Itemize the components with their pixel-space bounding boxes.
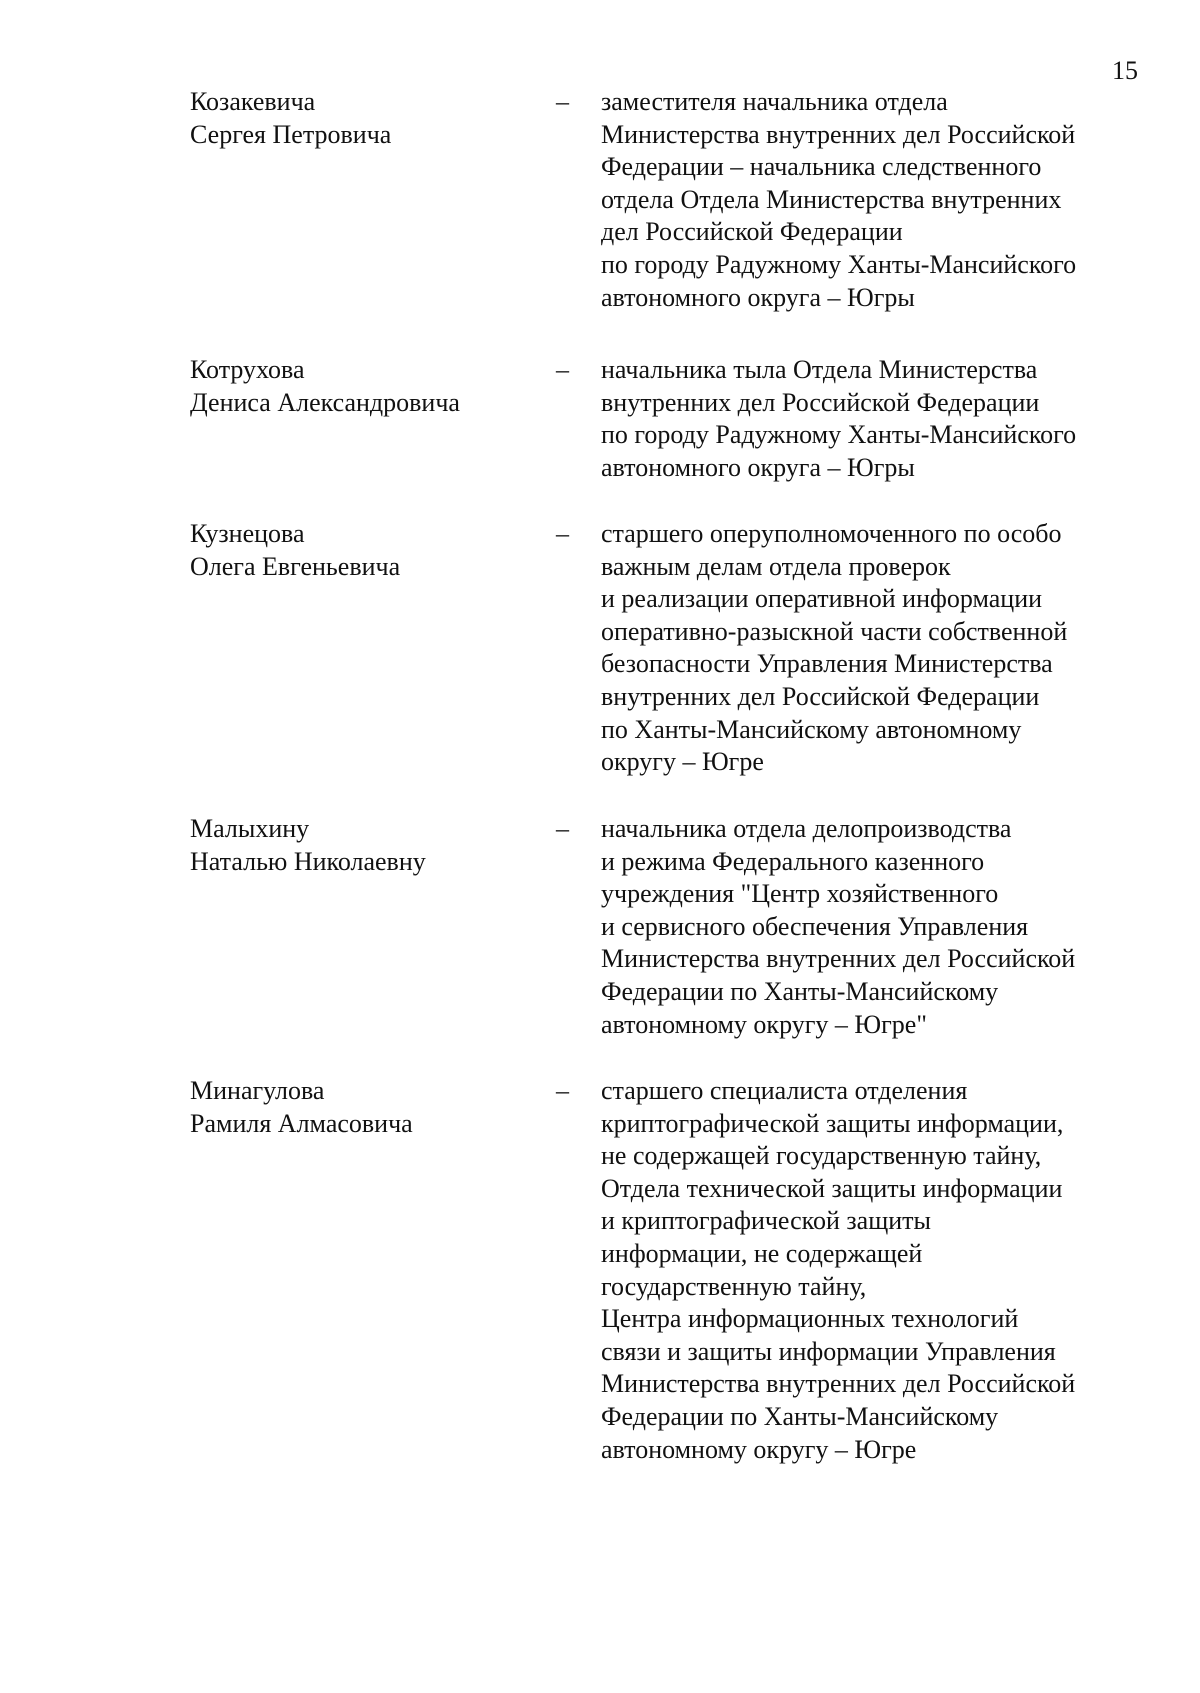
desc-line: дел Российской Федерации [601,217,903,247]
position-description [601,354,1161,484]
desc-line: старшего оперуполномоченного по особо [601,519,1062,548]
desc-line: и криптографической защиты [601,1206,931,1236]
desc-line: по Ханты-Мансийскому автономному [601,714,1022,744]
desc-line: старшего специалиста отделения [601,1076,968,1105]
desc-line: Отдела технической защиты информации [601,1173,1063,1203]
position-description [601,1075,1161,1466]
desc-line: Федерации по Ханты-Мансийскому [601,1401,999,1431]
person-name [190,354,520,419]
desc-line: по городу Радужному Ханты-Мансийского [601,420,1077,450]
desc-line: важным делам отдела проверок [601,551,951,581]
person-name [190,813,520,878]
desc-line: внутренних дел Российской Федерации [601,681,1040,711]
desc-line: начальника тыла Отдела Министерства [601,355,1038,384]
name-line: Козакевича [190,87,316,116]
desc-line: автономному округу – Югре [601,1434,917,1464]
desc-line: заместителя начальника отдела [601,87,948,116]
desc-line: безопасности Управления Министерства [601,649,1053,679]
page-number: 15 [1112,56,1138,85]
desc-line: и режима Федерального казенного [601,846,985,876]
desc-line: округу – Югре [601,747,764,777]
dash-separator: – [556,814,569,843]
name-line: Рамиля Алмасовича [190,1108,413,1138]
desc-line: не содержащей государственную тайну, [601,1141,1042,1171]
desc-line: и реализации оперативной информации [601,584,1043,614]
desc-line: отдела Отдела Министерства внутренних [601,184,1062,214]
person-name [190,518,520,583]
name-line: Наталью Николаевну [190,846,426,876]
desc-line: автономного округа – Югры [601,282,915,312]
dash-separator: – [556,87,569,116]
desc-line: начальника отдела делопроизводства [601,814,1012,843]
desc-line: по городу Радужному Ханты-Мансийского [601,249,1077,279]
desc-line: связи и защиты информации Управления [601,1336,1056,1366]
name-line: Котрухова [190,355,305,384]
desc-line: криптографической защиты информации, [601,1108,1064,1138]
desc-line: Федерации по Ханты-Мансийскому [601,976,999,1006]
desc-line: Федерации – начальника следственного [601,152,1042,182]
person-name [190,1075,520,1140]
name-line: Дениса Александровича [190,387,460,417]
desc-line: государственную тайну, [601,1271,867,1301]
desc-line: Министерства внутренних дел Российской [601,1369,1076,1399]
name-line: Малыхину [190,814,310,843]
position-description [601,518,1161,779]
name-line: Сергея Петровича [190,119,392,149]
position-description [601,813,1161,1041]
desc-line: автономного округа – Югры [601,452,915,482]
desc-line: Министерства внутренних дел Российской [601,119,1076,149]
desc-line: автономному округу – Югре" [601,1009,927,1039]
desc-line: информации, не содержащей [601,1238,923,1268]
name-line: Минагулова [190,1076,325,1105]
position-description [601,86,1161,314]
desc-line: Центра информационных технологий [601,1304,1019,1334]
desc-line: и сервисного обеспечения Управления [601,911,1029,941]
desc-line: учреждения "Центр хозяйственного [601,879,999,909]
dash-separator: – [556,519,569,548]
name-line: Олега Евгеньевича [190,551,401,581]
dash-separator: – [556,355,569,384]
desc-line: внутренних дел Российской Федерации [601,387,1040,417]
name-line: Кузнецова [190,519,305,548]
person-name [190,86,520,151]
desc-line: оперативно-разыскной части собственной [601,616,1068,646]
dash-separator: – [556,1076,569,1105]
desc-line: Министерства внутренних дел Российской [601,944,1076,974]
